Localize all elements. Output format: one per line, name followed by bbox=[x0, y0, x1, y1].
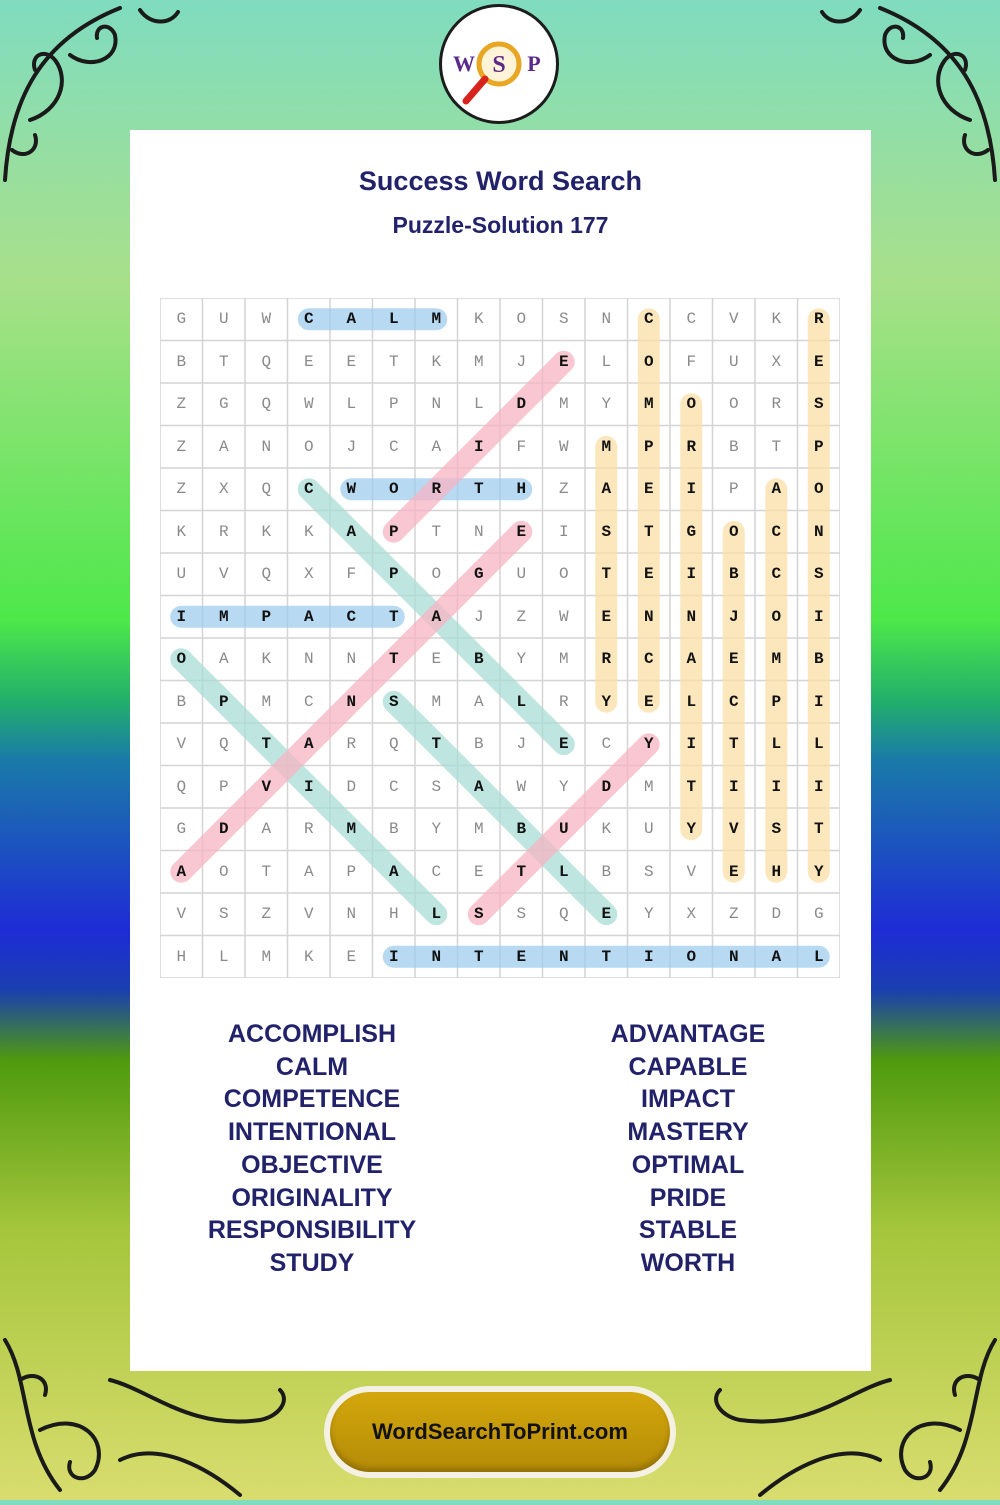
grid-cell: E bbox=[558, 352, 569, 371]
grid-cell: E bbox=[516, 947, 527, 966]
grid-cell: S bbox=[813, 395, 824, 414]
grid-cell: U bbox=[176, 565, 187, 584]
grid-cell: V bbox=[728, 820, 739, 839]
grid-cell: S bbox=[643, 862, 654, 881]
grid-cell: Z bbox=[176, 480, 187, 499]
grid-cell: T bbox=[388, 607, 399, 626]
grid-cell: T bbox=[261, 735, 272, 754]
grid-cell: B bbox=[176, 352, 187, 371]
grid-cell: N bbox=[346, 650, 357, 669]
grid-cell: Z bbox=[728, 905, 739, 924]
grid-cell: T bbox=[686, 777, 697, 796]
grid-cell: O bbox=[771, 607, 782, 626]
grid-cell: N bbox=[431, 395, 442, 414]
grid-cell: P bbox=[388, 395, 399, 414]
grid-cell: P bbox=[728, 480, 739, 499]
grid-cell: S bbox=[813, 565, 824, 584]
grid-cell: B bbox=[601, 862, 612, 881]
grid-cell: L bbox=[813, 947, 824, 966]
grid-cell: G bbox=[218, 395, 229, 414]
grid-cell: R bbox=[813, 310, 824, 329]
word-list-item: STABLE bbox=[638, 1216, 738, 1245]
word-list-right bbox=[518, 1018, 858, 1280]
grid-cell: R bbox=[346, 735, 357, 754]
grid-cell: M bbox=[771, 650, 782, 669]
grid-cell: N bbox=[686, 607, 697, 626]
grid-cell: K bbox=[601, 820, 612, 839]
grid-cell: Y bbox=[558, 777, 569, 796]
grid-cell: A bbox=[388, 862, 399, 881]
grid-cell: I bbox=[686, 565, 697, 584]
word-list-item: INTENTIONAL bbox=[227, 1118, 397, 1147]
grid-cell: D bbox=[601, 777, 612, 796]
grid-cell: N bbox=[728, 947, 739, 966]
grid-cell: P bbox=[218, 777, 229, 796]
grid-cell: I bbox=[813, 692, 824, 711]
grid-cell: V bbox=[728, 310, 739, 329]
grid-cell: L bbox=[686, 692, 697, 711]
grid-cell: E bbox=[601, 905, 612, 924]
grid-cell: I bbox=[643, 947, 654, 966]
grid-cell: J bbox=[728, 607, 739, 626]
grid-cell: C bbox=[728, 692, 739, 711]
grid-cell: U bbox=[558, 820, 569, 839]
grid-cell: F bbox=[346, 565, 357, 584]
grid-cell: A bbox=[303, 862, 314, 881]
grid-cell: I bbox=[388, 947, 399, 966]
grid-cell: X bbox=[303, 565, 314, 584]
grid-cell: B bbox=[516, 820, 527, 839]
grid-cell: B bbox=[728, 565, 739, 584]
grid-cell: O bbox=[388, 480, 399, 499]
grid-cell: K bbox=[431, 352, 442, 371]
grid-cell: P bbox=[388, 522, 399, 541]
word-list-item: COMPETENCE bbox=[223, 1085, 401, 1114]
grid-cell: V bbox=[218, 565, 229, 584]
grid-cell: Y bbox=[686, 820, 697, 839]
grid-cell: M bbox=[643, 395, 654, 414]
grid-cell: S bbox=[388, 692, 399, 711]
grid-cell: O bbox=[431, 565, 442, 584]
grid-cell: B bbox=[388, 820, 399, 839]
grid-cell: V bbox=[176, 905, 187, 924]
grid-cell: R bbox=[218, 522, 229, 541]
grid-cell: L bbox=[516, 692, 527, 711]
grid-cell: L bbox=[388, 310, 399, 329]
grid-cell: M bbox=[643, 777, 654, 796]
grid-cell: R bbox=[686, 437, 697, 456]
word-list-item: CAPABLE bbox=[628, 1052, 748, 1081]
grid-cell: O bbox=[218, 862, 229, 881]
grid-cell: N bbox=[813, 522, 824, 541]
grid-cell: Y bbox=[601, 395, 612, 414]
grid-cell: I bbox=[303, 777, 314, 796]
grid-cell: Q bbox=[218, 735, 229, 754]
grid-cell: H bbox=[388, 905, 399, 924]
word-list-item: WORTH bbox=[640, 1248, 736, 1277]
grid-cell: O bbox=[686, 395, 697, 414]
grid-cell: K bbox=[771, 310, 782, 329]
grid-cell: A bbox=[431, 607, 442, 626]
grid-cell: Z bbox=[261, 905, 272, 924]
grid-cell: G bbox=[686, 522, 697, 541]
grid-cell: N bbox=[643, 607, 654, 626]
word-list-item: OBJECTIVE bbox=[241, 1150, 383, 1179]
word-list-item: STUDY bbox=[269, 1248, 355, 1277]
grid-cell: J bbox=[346, 437, 357, 456]
grid-cell: T bbox=[601, 947, 612, 966]
grid-cell: I bbox=[686, 480, 697, 499]
grid-cell: E bbox=[346, 947, 357, 966]
grid-cell: B bbox=[728, 437, 739, 456]
grid-cell: Y bbox=[813, 862, 824, 881]
grid-cell: E bbox=[728, 650, 739, 669]
grid-cell: A bbox=[473, 692, 484, 711]
grid-cell: A bbox=[686, 650, 697, 669]
word-list-item: CALM bbox=[275, 1052, 349, 1081]
grid-cell: M bbox=[558, 650, 569, 669]
grid-cell: C bbox=[303, 692, 314, 711]
grid-cell: S bbox=[558, 310, 569, 329]
grid-cell: A bbox=[303, 607, 314, 626]
grid-cell: B bbox=[473, 735, 484, 754]
logo-letter-p: P bbox=[527, 51, 541, 76]
grid-cell: E bbox=[431, 650, 442, 669]
grid-cell: E bbox=[643, 480, 654, 499]
grid-cell: Y bbox=[643, 735, 654, 754]
grid-cell: S bbox=[431, 777, 442, 796]
grid-cell: H bbox=[516, 480, 527, 499]
grid-cell: M bbox=[601, 437, 612, 456]
grid-cell: L bbox=[431, 905, 442, 924]
grid-cell: T bbox=[473, 480, 484, 499]
grid-cell: U bbox=[516, 565, 527, 584]
word-list-item: ORIGINALITY bbox=[231, 1183, 393, 1212]
grid-cell: R bbox=[771, 395, 782, 414]
grid-cell: Q bbox=[388, 735, 399, 754]
grid-cell: E bbox=[601, 607, 612, 626]
grid-cell: E bbox=[643, 565, 654, 584]
grid-cell: L bbox=[771, 735, 782, 754]
grid-cell: C bbox=[431, 862, 442, 881]
grid-cell: A bbox=[346, 310, 357, 329]
grid-cell: I bbox=[728, 777, 739, 796]
grid-cell: I bbox=[771, 777, 782, 796]
grid-cell: Q bbox=[558, 905, 569, 924]
grid-cell: P bbox=[643, 437, 654, 456]
grid-cell: N bbox=[473, 522, 484, 541]
grid-cell: M bbox=[431, 310, 442, 329]
grid-cell: K bbox=[261, 522, 272, 541]
grid-cell: M bbox=[473, 820, 484, 839]
grid-cell: Y bbox=[431, 820, 442, 839]
grid-cell: D bbox=[218, 820, 229, 839]
grid-cell: N bbox=[558, 947, 569, 966]
grid-cell: U bbox=[728, 352, 739, 371]
grid-cell: O bbox=[728, 395, 739, 414]
grid-cell: H bbox=[771, 862, 782, 881]
grid-cell: V bbox=[176, 735, 187, 754]
grid-cell: Q bbox=[261, 565, 272, 584]
grid-cell: G bbox=[176, 310, 187, 329]
grid-cell: E bbox=[303, 352, 314, 371]
grid-cell: U bbox=[643, 820, 654, 839]
grid-cell: D bbox=[516, 395, 527, 414]
website-button[interactable] bbox=[324, 1386, 676, 1478]
grid-cell: W bbox=[303, 395, 314, 414]
grid-cell: O bbox=[516, 310, 527, 329]
grid-cell: Z bbox=[176, 395, 187, 414]
grid-cell: P bbox=[261, 607, 272, 626]
grid-cell: L bbox=[346, 395, 357, 414]
grid-cell: C bbox=[346, 607, 357, 626]
grid-cell: M bbox=[473, 352, 484, 371]
grid-cell: S bbox=[473, 905, 484, 924]
grid-cell: N bbox=[601, 310, 612, 329]
page-subtitle: Puzzle-Solution 177 bbox=[392, 212, 609, 238]
grid-cell: E bbox=[346, 352, 357, 371]
grid-cell: S bbox=[601, 522, 612, 541]
page-title: Success Word Search bbox=[358, 166, 643, 196]
grid-cell: Z bbox=[516, 607, 527, 626]
grid-cell: L bbox=[218, 947, 229, 966]
word-list-item: RESPONSIBILITY bbox=[207, 1216, 417, 1245]
grid-cell: V bbox=[303, 905, 314, 924]
grid-cell: N bbox=[346, 692, 357, 711]
grid-cell: O bbox=[176, 650, 187, 669]
grid-cell: T bbox=[388, 352, 399, 371]
grid-cell: O bbox=[558, 565, 569, 584]
grid-cell: S bbox=[771, 820, 782, 839]
grid-cell: C bbox=[686, 310, 697, 329]
grid-cell: W bbox=[558, 607, 569, 626]
grid-cell: G bbox=[813, 905, 824, 924]
grid-cell: O bbox=[303, 437, 314, 456]
grid-cell: W bbox=[558, 437, 569, 456]
grid-cell: Y bbox=[643, 905, 654, 924]
logo-letter-w: W bbox=[453, 51, 475, 76]
grid-cell: I bbox=[813, 607, 824, 626]
grid-cell: T bbox=[813, 820, 824, 839]
grid-cell: N bbox=[303, 650, 314, 669]
grid-cell: T bbox=[643, 522, 654, 541]
grid-cell: A bbox=[346, 522, 357, 541]
grid-cell: P bbox=[388, 565, 399, 584]
grid-cell: X bbox=[686, 905, 697, 924]
grid-cell: D bbox=[771, 905, 782, 924]
grid-cell: U bbox=[218, 310, 229, 329]
word-list-item: ADVANTAGE bbox=[610, 1020, 766, 1048]
logo-letter-s: S bbox=[492, 52, 506, 78]
grid-cell: J bbox=[473, 607, 484, 626]
word-list-item: OPTIMAL bbox=[631, 1150, 745, 1179]
grid-cell: J bbox=[516, 352, 527, 371]
grid-cell: P bbox=[218, 692, 229, 711]
grid-cell: R bbox=[558, 692, 569, 711]
grid-cell: G bbox=[176, 820, 187, 839]
grid-cell: C bbox=[771, 565, 782, 584]
word-search-grid bbox=[160, 298, 840, 978]
grid-cell: C bbox=[643, 650, 654, 669]
grid-cell: E bbox=[728, 862, 739, 881]
grid-cell: F bbox=[516, 437, 527, 456]
grid-cell: T bbox=[516, 862, 527, 881]
grid-cell: Q bbox=[176, 777, 187, 796]
grid-cell: M bbox=[218, 607, 229, 626]
grid-cell: A bbox=[601, 480, 612, 499]
grid-cell: A bbox=[218, 650, 229, 669]
grid-cell: K bbox=[261, 650, 272, 669]
grid-cell: I bbox=[813, 777, 824, 796]
grid-cell: T bbox=[431, 735, 442, 754]
grid-cell: T bbox=[728, 735, 739, 754]
grid-cell: C bbox=[643, 310, 654, 329]
grid-cell: Q bbox=[261, 395, 272, 414]
grid-cell: L bbox=[813, 735, 824, 754]
grid-cell: S bbox=[218, 905, 229, 924]
grid-cell: O bbox=[813, 480, 824, 499]
grid-cell: I bbox=[176, 607, 187, 626]
grid-cell: V bbox=[261, 777, 272, 796]
grid-cell: W bbox=[346, 480, 357, 499]
grid-cell: Z bbox=[558, 480, 569, 499]
grid-cell: M bbox=[558, 395, 569, 414]
grid-cell: W bbox=[261, 310, 272, 329]
grid-cell: P bbox=[813, 437, 824, 456]
grid-cell: I bbox=[473, 437, 484, 456]
grid-cell: A bbox=[303, 735, 314, 754]
grid-cell: W bbox=[516, 777, 527, 796]
grid-cell: E bbox=[558, 735, 569, 754]
grid-cell: B bbox=[176, 692, 187, 711]
grid-cell: R bbox=[601, 650, 612, 669]
grid-cell: L bbox=[601, 352, 612, 371]
grid-cell: B bbox=[473, 650, 484, 669]
grid-cell: A bbox=[771, 947, 782, 966]
grid-cell: C bbox=[388, 777, 399, 796]
grid-cell: L bbox=[558, 862, 569, 881]
website-label: WordSearchToPrint.com bbox=[372, 1419, 628, 1444]
grid-cell: V bbox=[686, 862, 697, 881]
puzzle-card bbox=[130, 130, 871, 1371]
grid-cell: M bbox=[261, 692, 272, 711]
grid-cell: X bbox=[771, 352, 782, 371]
grid-cell: J bbox=[516, 735, 527, 754]
grid-cell: S bbox=[516, 905, 527, 924]
grid-cell: K bbox=[303, 522, 314, 541]
grid-cell: C bbox=[601, 735, 612, 754]
grid-cell: A bbox=[431, 437, 442, 456]
grid-cell: T bbox=[601, 565, 612, 584]
word-list-item: IMPACT bbox=[641, 1085, 735, 1114]
grid-cell: Y bbox=[516, 650, 527, 669]
grid-cell: C bbox=[303, 480, 314, 499]
grid-cell: E bbox=[813, 352, 824, 371]
grid-cell: X bbox=[218, 480, 229, 499]
grid-cell: P bbox=[771, 692, 782, 711]
grid-cell: C bbox=[303, 310, 314, 329]
grid-cell: M bbox=[431, 692, 442, 711]
grid-cell: T bbox=[771, 437, 782, 456]
grid-cell: P bbox=[346, 862, 357, 881]
grid-cell: N bbox=[261, 437, 272, 456]
grid-cell: L bbox=[473, 395, 484, 414]
grid-cell: Z bbox=[176, 437, 187, 456]
grid-cell: T bbox=[218, 352, 229, 371]
grid-cell: K bbox=[176, 522, 187, 541]
grid-cell: H bbox=[176, 947, 187, 966]
grid-cell: M bbox=[261, 947, 272, 966]
grid-cell: O bbox=[686, 947, 697, 966]
grid-cell: K bbox=[473, 310, 484, 329]
grid-cell: O bbox=[728, 522, 739, 541]
grid-cell: B bbox=[813, 650, 824, 669]
grid-cell: Y bbox=[601, 692, 612, 711]
grid-cell: T bbox=[431, 522, 442, 541]
grid-cell: Q bbox=[261, 352, 272, 371]
grid-cell: T bbox=[261, 862, 272, 881]
grid-cell: G bbox=[473, 565, 484, 584]
grid-cell: A bbox=[218, 437, 229, 456]
grid-cell: R bbox=[303, 820, 314, 839]
grid-cell: D bbox=[346, 777, 357, 796]
grid-cell: C bbox=[388, 437, 399, 456]
grid-cell: M bbox=[346, 820, 357, 839]
word-list-item: ACCOMPLISH bbox=[227, 1020, 397, 1048]
word-list-left bbox=[142, 1018, 482, 1280]
grid-cell: O bbox=[643, 352, 654, 371]
grid-cell: E bbox=[643, 692, 654, 711]
word-list-item: PRIDE bbox=[649, 1183, 727, 1212]
grid-cell: T bbox=[388, 650, 399, 669]
grid-cell: N bbox=[431, 947, 442, 966]
grid-cell: A bbox=[176, 862, 187, 881]
grid-cell: A bbox=[261, 820, 272, 839]
grid-cell: I bbox=[558, 522, 569, 541]
grid-cell: F bbox=[686, 352, 697, 371]
grid-cell: E bbox=[516, 522, 527, 541]
grid-cell: A bbox=[771, 480, 782, 499]
grid-cell: K bbox=[303, 947, 314, 966]
grid-cell: Q bbox=[261, 480, 272, 499]
grid-cell: N bbox=[346, 905, 357, 924]
grid-cell: E bbox=[473, 862, 484, 881]
word-list-item: MASTERY bbox=[627, 1118, 749, 1147]
grid-cell: A bbox=[473, 777, 484, 796]
grid-cell: T bbox=[473, 947, 484, 966]
grid-cell: R bbox=[431, 480, 442, 499]
wsp-logo bbox=[439, 4, 559, 124]
grid-cell: C bbox=[771, 522, 782, 541]
grid-cell: I bbox=[686, 735, 697, 754]
